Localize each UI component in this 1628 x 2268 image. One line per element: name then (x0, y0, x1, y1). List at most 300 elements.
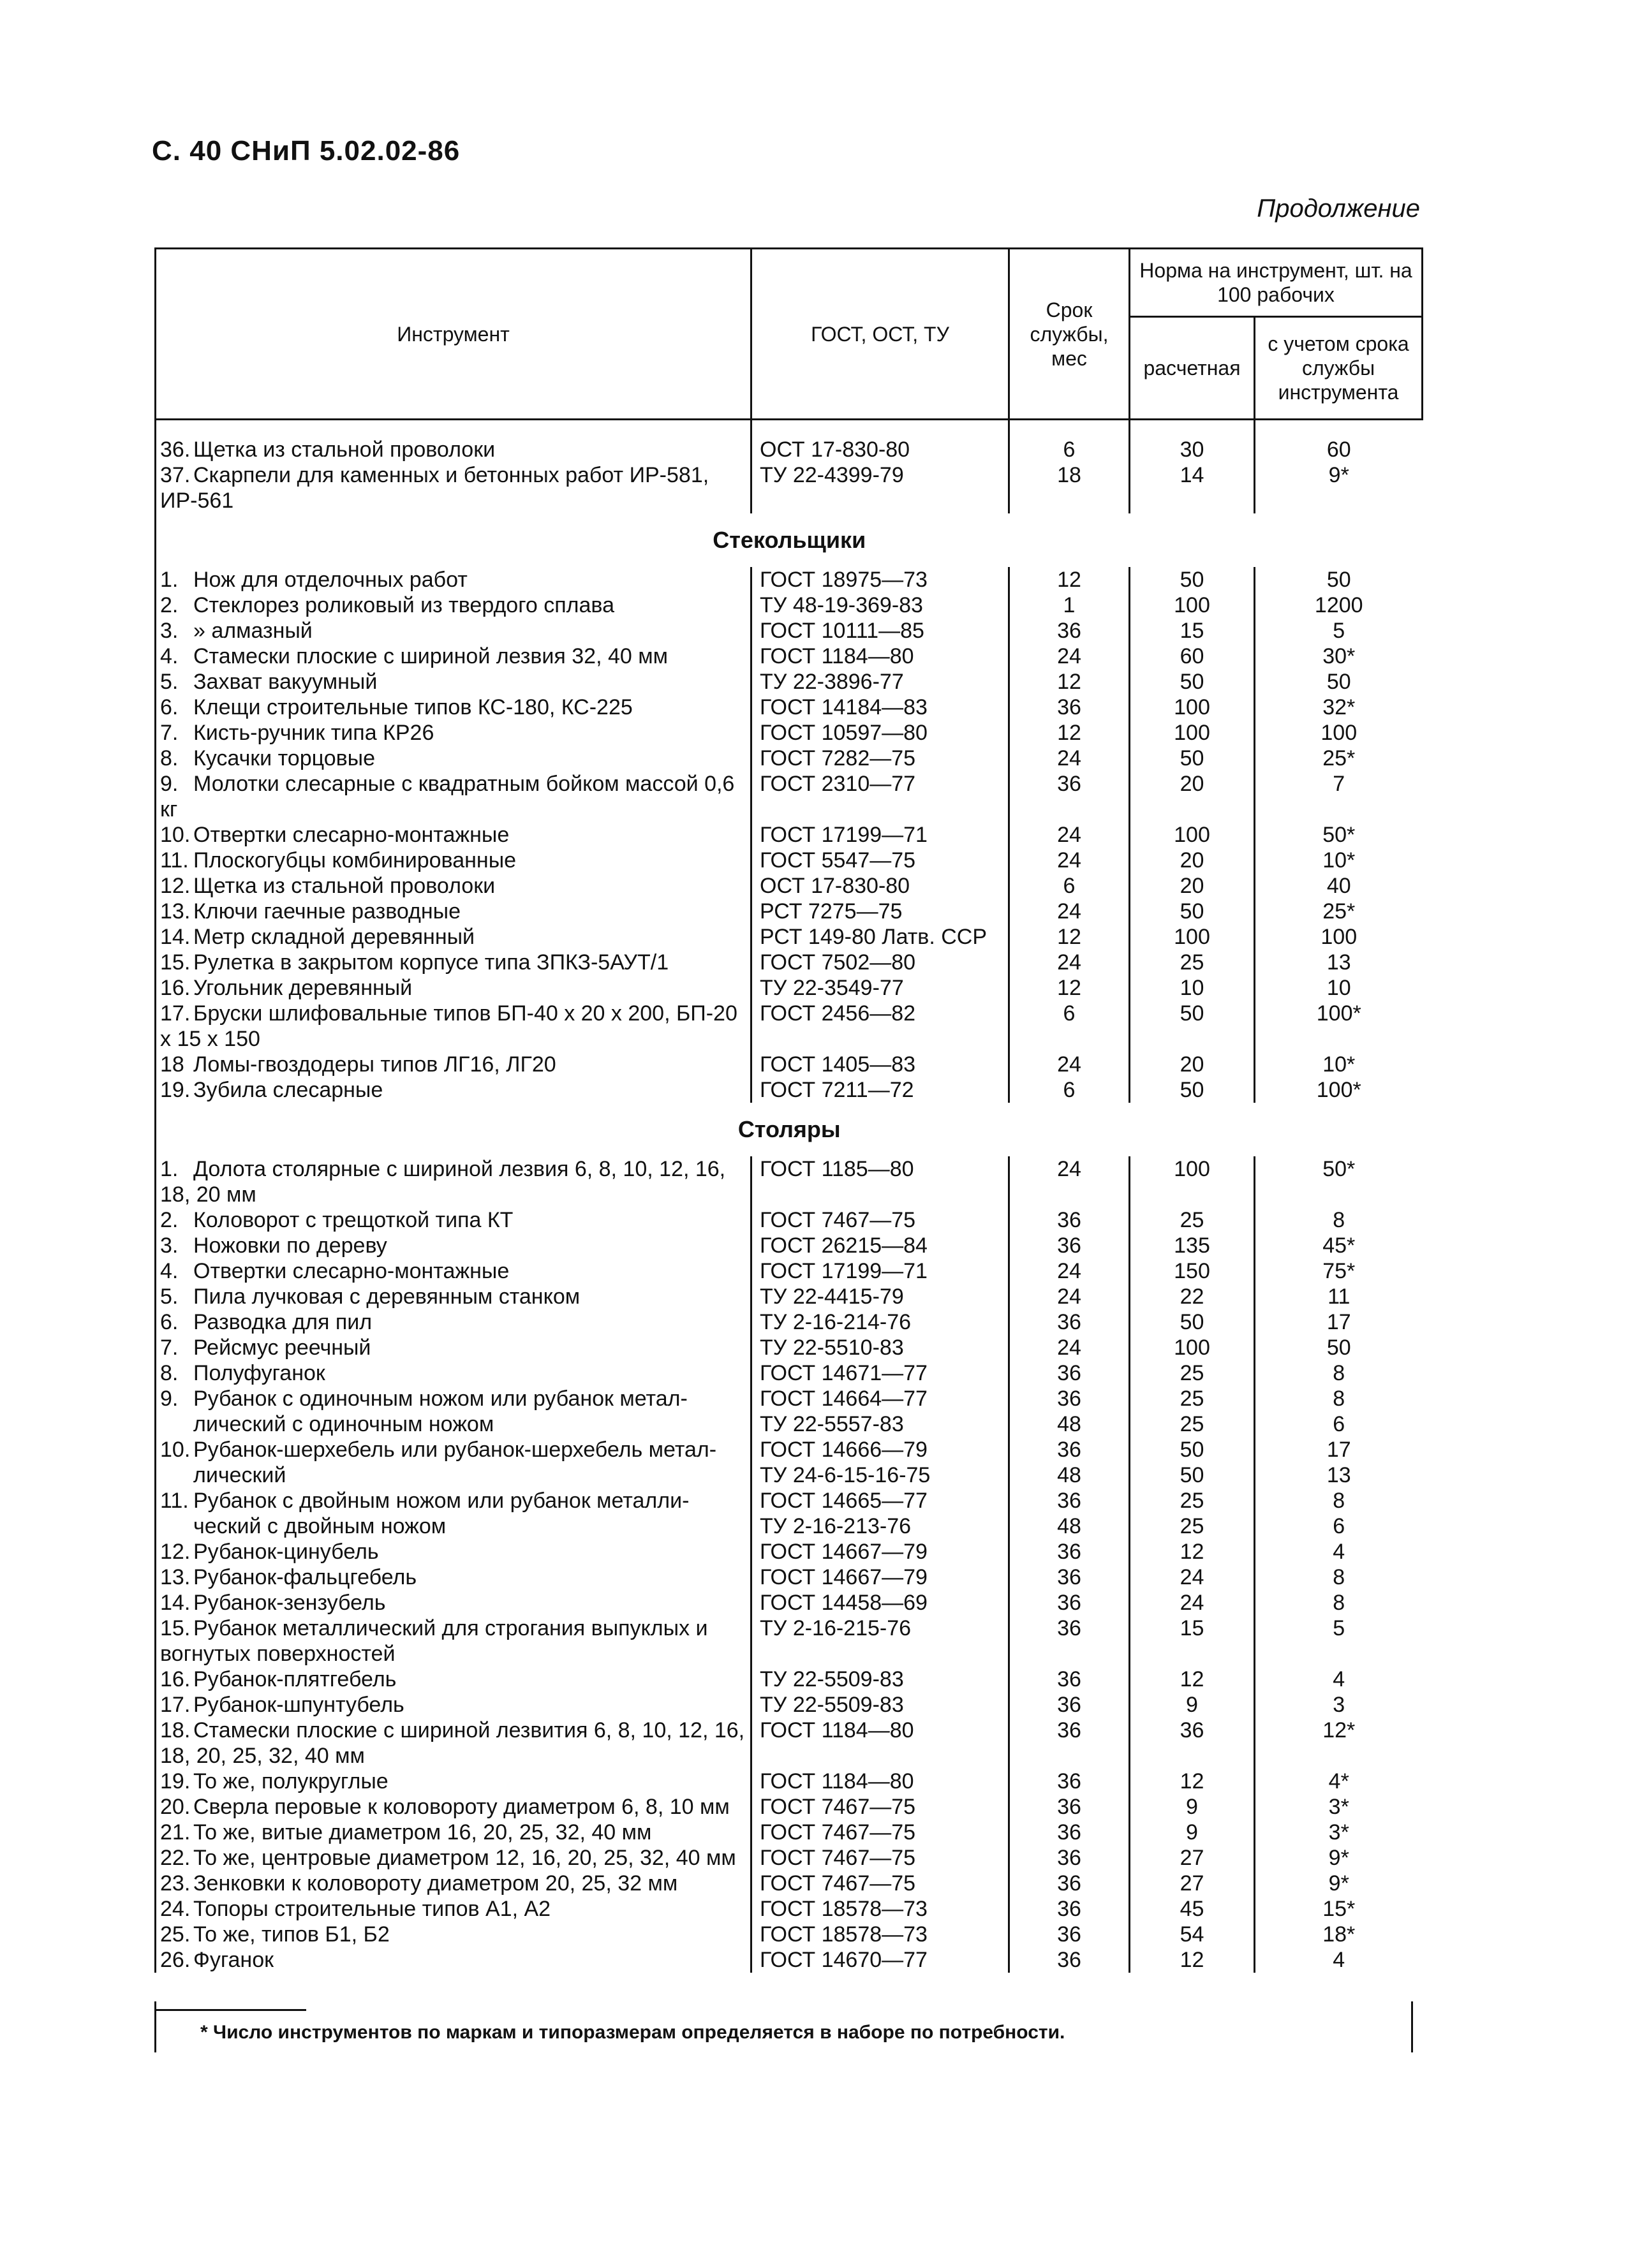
item-name: Фуганок (193, 1948, 274, 1972)
header-gost: ГОСТ, ОСТ, ТУ (751, 249, 1009, 420)
adjusted-norm-cell: 30* (1255, 644, 1423, 669)
table-row (156, 720, 1423, 746)
item-number: 26. (160, 1948, 191, 1972)
table-row (156, 1462, 1423, 1488)
adjusted-norm-cell: 9* (1255, 1845, 1423, 1871)
calculated-norm-cell: 24 (1130, 1565, 1255, 1590)
gost-cell: ГОСТ 7467—75 (751, 1794, 1009, 1820)
adjusted-norm-cell: 17 (1255, 1437, 1423, 1462)
gost-cell: ТУ 2-16-214-76 (751, 1309, 1009, 1335)
instrument-cell (156, 1207, 751, 1233)
calculated-norm-cell: 30 (1130, 437, 1255, 462)
instrument-cell (156, 1001, 751, 1052)
calculated-norm-cell: 12 (1130, 1667, 1255, 1692)
item-number: 1. (160, 1157, 179, 1181)
item-number: 21. (160, 1820, 191, 1845)
table-row (156, 1411, 1423, 1437)
gost-cell: ГОСТ 17199—71 (751, 1258, 1009, 1284)
instrument-cell (156, 1156, 751, 1207)
gost-cell: ТУ 22-4399-79 (751, 462, 1009, 513)
footnote: * Число инструментов по маркам и типоразмерам определяется в наборе по потребности. (200, 2022, 1065, 2043)
instrument-cell (156, 1258, 751, 1284)
adjusted-norm-cell: 100 (1255, 720, 1423, 746)
table-row (156, 1794, 1423, 1820)
instrument-cell (156, 462, 751, 513)
table-row (156, 1437, 1423, 1462)
item-number: 18 (160, 1052, 184, 1077)
gost-cell: ГОСТ 1184—80 (751, 644, 1009, 669)
item-number: 22. (160, 1846, 191, 1870)
table-row (156, 1896, 1423, 1922)
instrument-cell (156, 1590, 751, 1616)
item-number: 19. (160, 1769, 191, 1793)
item-name: Ключи гаечные разводные (193, 899, 461, 924)
table-right-edge (1411, 2001, 1413, 2052)
table-row (156, 644, 1423, 669)
gost-cell: ТУ 24-6-15-16-75 (751, 1462, 1009, 1488)
table-row (156, 593, 1423, 618)
service-life-cell: 24 (1009, 822, 1130, 848)
item-name: Рубанок-плятгебель (193, 1667, 397, 1691)
gost-cell: ГОСТ 14667—79 (751, 1565, 1009, 1590)
service-life-cell: 36 (1009, 695, 1130, 720)
header-service-life: Срок службы, мес (1009, 249, 1130, 420)
item-number: 16. (160, 976, 191, 1000)
item-number: 15. (160, 1616, 191, 1640)
item-name: Сверла перовые к коловороту диаметром 6, 8, 10 мм (193, 1795, 730, 1819)
adjusted-norm-cell: 3* (1255, 1820, 1423, 1845)
calculated-norm-cell: 12 (1130, 1769, 1255, 1794)
item-number: 10. (160, 1438, 191, 1462)
item-number: 14. (160, 925, 191, 949)
service-life-cell: 48 (1009, 1513, 1130, 1539)
instrument-cell (156, 437, 751, 462)
instrument-cell (156, 1335, 751, 1360)
table-row (156, 1692, 1423, 1718)
adjusted-norm-cell: 11 (1255, 1284, 1423, 1309)
continuation-label: Продолжение (1257, 195, 1420, 223)
adjusted-norm-cell: 10* (1255, 848, 1423, 873)
service-life-cell: 24 (1009, 746, 1130, 771)
item-number: 3. (160, 1233, 179, 1258)
service-life-cell: 36 (1009, 1539, 1130, 1565)
item-number: 16. (160, 1667, 191, 1691)
gost-cell: ГОСТ 1405—83 (751, 1052, 1009, 1077)
gost-cell: ГОСТ 7502—80 (751, 950, 1009, 975)
calculated-norm-cell: 15 (1130, 618, 1255, 644)
gost-cell: ГОСТ 14667—79 (751, 1539, 1009, 1565)
item-number: 24. (160, 1897, 191, 1921)
calculated-norm-cell: 100 (1130, 695, 1255, 720)
item-number: 5. (160, 670, 179, 694)
calculated-norm-cell: 50 (1130, 1437, 1255, 1462)
service-life-cell: 6 (1009, 437, 1130, 462)
item-name: Рубанок с одиночным ножом или рубанок метал- (193, 1387, 688, 1411)
service-life-cell: 12 (1009, 720, 1130, 746)
item-name: Метр складной деревянный (193, 925, 475, 949)
adjusted-norm-cell: 60 (1255, 437, 1423, 462)
instrument-cell (156, 1284, 751, 1309)
calculated-norm-cell: 100 (1130, 720, 1255, 746)
service-life-cell: 36 (1009, 1820, 1130, 1845)
instrument-cell (156, 771, 751, 822)
instrument-cell (156, 1616, 751, 1667)
gost-cell: ТУ 22-5557-83 (751, 1411, 1009, 1437)
gost-cell: ГОСТ 1185—80 (751, 1156, 1009, 1207)
calculated-norm-cell: 45 (1130, 1896, 1255, 1922)
gost-cell: ТУ 2-16-215-76 (751, 1616, 1009, 1667)
instrument-cell (156, 975, 751, 1001)
item-name: Рубанок-зензубель (193, 1591, 386, 1615)
item-number: 20. (160, 1795, 191, 1819)
instrument-cell (156, 1437, 751, 1462)
table-body (156, 420, 1423, 1973)
item-name: Коловорот с трещоткой типа КТ (193, 1208, 514, 1232)
gost-cell: ГОСТ 14458—69 (751, 1590, 1009, 1616)
service-life-cell: 24 (1009, 1156, 1130, 1207)
item-name: Нож для отделочных работ (193, 568, 468, 592)
gost-cell: ТУ 22-5509-83 (751, 1667, 1009, 1692)
item-name: лический (193, 1463, 286, 1487)
instrument-cell (156, 1718, 751, 1769)
instrument-cell (156, 669, 751, 695)
instrument-cell (156, 644, 751, 669)
adjusted-norm-cell: 5 (1255, 618, 1423, 644)
service-life-cell: 36 (1009, 1845, 1130, 1871)
item-name: Отвертки слесарно-монтажные (193, 1259, 510, 1283)
table-row (156, 1156, 1423, 1207)
gost-cell: ГОСТ 14671—77 (751, 1360, 1009, 1386)
instrument-cell (156, 924, 751, 950)
item-name: Топоры строительные типов А1, А2 (193, 1897, 551, 1921)
item-name: Бруски шлифовальные типов БП-40 х 20 х 200, БП-20 х 15 х 150 (160, 1001, 737, 1051)
gost-cell: ТУ 22-5510-83 (751, 1335, 1009, 1360)
table-row (156, 1360, 1423, 1386)
service-life-cell: 36 (1009, 1437, 1130, 1462)
item-number: 2. (160, 593, 179, 617)
item-name: Скарпели для каменных и бетонных работ ИР-581, ИР-561 (160, 463, 709, 513)
gost-cell: ГОСТ 10597—80 (751, 720, 1009, 746)
item-number: 8. (160, 746, 179, 770)
adjusted-norm-cell: 50* (1255, 822, 1423, 848)
item-name: Рубанок-фальцгебель (193, 1565, 417, 1589)
instrument-cell (156, 1233, 751, 1258)
service-life-cell: 6 (1009, 873, 1130, 899)
item-name: Кисть-ручник типа КР26 (193, 721, 434, 745)
table-row (156, 924, 1423, 950)
gost-cell: ГОСТ 17199—71 (751, 822, 1009, 848)
service-life-cell: 24 (1009, 1258, 1130, 1284)
header-with-life: с учетом срока службы инструмента (1255, 317, 1423, 420)
item-name: То же, полукруглые (193, 1769, 389, 1793)
service-life-cell: 12 (1009, 975, 1130, 1001)
calculated-norm-cell: 25 (1130, 1207, 1255, 1233)
item-number: 7. (160, 721, 179, 745)
instrument-cell (156, 1769, 751, 1794)
service-life-cell: 36 (1009, 771, 1130, 822)
item-number: 12. (160, 874, 191, 898)
service-life-cell: 48 (1009, 1462, 1130, 1488)
instrument-cell (156, 899, 751, 924)
item-number: 13. (160, 899, 191, 924)
table-row (156, 1488, 1423, 1513)
service-life-cell: 36 (1009, 1667, 1130, 1692)
service-life-cell: 6 (1009, 1001, 1130, 1052)
adjusted-norm-cell: 8 (1255, 1590, 1423, 1616)
calculated-norm-cell: 10 (1130, 975, 1255, 1001)
gost-cell: ТУ 22-4415-79 (751, 1284, 1009, 1309)
calculated-norm-cell: 150 (1130, 1258, 1255, 1284)
service-life-cell: 36 (1009, 1718, 1130, 1769)
item-name: Рубанок-шпунтубель (193, 1693, 404, 1717)
calculated-norm-cell: 27 (1130, 1845, 1255, 1871)
service-life-cell: 36 (1009, 1692, 1130, 1718)
adjusted-norm-cell: 32* (1255, 695, 1423, 720)
instrument-cell (156, 848, 751, 873)
item-number: 14. (160, 1591, 191, 1615)
service-life-cell: 12 (1009, 669, 1130, 695)
adjusted-norm-cell: 4 (1255, 1667, 1423, 1692)
instrument-cell (156, 1411, 751, 1437)
calculated-norm-cell: 20 (1130, 1052, 1255, 1077)
service-life-cell: 24 (1009, 950, 1130, 975)
item-name: Клещи строительные типов КС-180, КС-225 (193, 695, 633, 719)
item-number: 1. (160, 568, 179, 592)
table-row (156, 1820, 1423, 1845)
gost-cell: ГОСТ 14670—77 (751, 1947, 1009, 1973)
table-row (156, 899, 1423, 924)
page-header: С. 40 СНиП 5.02.02-86 (152, 135, 461, 166)
calculated-norm-cell: 12 (1130, 1947, 1255, 1973)
item-number: 4. (160, 644, 179, 668)
item-name: Угольник деревянный (193, 976, 413, 1000)
calculated-norm-cell: 50 (1130, 1462, 1255, 1488)
table-row (156, 1001, 1423, 1052)
gost-cell: ГОСТ 7467—75 (751, 1207, 1009, 1233)
service-life-cell: 24 (1009, 1335, 1130, 1360)
item-number: 13. (160, 1565, 191, 1589)
table-row (156, 437, 1423, 462)
item-number: 10. (160, 823, 191, 847)
service-life-cell: 36 (1009, 1871, 1130, 1896)
gost-cell: ГОСТ 7467—75 (751, 1820, 1009, 1845)
instrument-cell (156, 1871, 751, 1896)
service-life-cell: 36 (1009, 1590, 1130, 1616)
item-name: То же, витые диаметром 16, 20, 25, 32, 40 мм (193, 1820, 652, 1845)
gost-cell: РСТ 7275—75 (751, 899, 1009, 924)
section-title: Стекольщики (156, 513, 1423, 567)
calculated-norm-cell: 50 (1130, 567, 1255, 593)
adjusted-norm-cell: 25* (1255, 899, 1423, 924)
item-number: 12. (160, 1540, 191, 1564)
instrument-cell (156, 950, 751, 975)
table-row (156, 1052, 1423, 1077)
adjusted-norm-cell: 4* (1255, 1769, 1423, 1794)
gost-cell: ТУ 22-3896-77 (751, 669, 1009, 695)
service-life-cell: 36 (1009, 1769, 1130, 1794)
item-number: 19. (160, 1078, 191, 1102)
adjusted-norm-cell: 3* (1255, 1794, 1423, 1820)
table-row (156, 848, 1423, 873)
item-name: Рубанок-цинубель (193, 1540, 379, 1564)
adjusted-norm-cell: 13 (1255, 950, 1423, 975)
table-row (156, 618, 1423, 644)
gost-cell: ГОСТ 18578—73 (751, 1896, 1009, 1922)
item-name: Долота столярные с шириной лезвия 6, 8, 10, 12, 16, 18, 20 мм (160, 1157, 726, 1207)
table-row (156, 1309, 1423, 1335)
gost-cell: ГОСТ 5547—75 (751, 848, 1009, 873)
adjusted-norm-cell: 8 (1255, 1488, 1423, 1513)
service-life-cell: 36 (1009, 1360, 1130, 1386)
adjusted-norm-cell: 50 (1255, 669, 1423, 695)
instrument-cell (156, 1539, 751, 1565)
instrument-cell (156, 1896, 751, 1922)
item-name: Стеклорез роликовый из твердого сплава (193, 593, 614, 617)
calculated-norm-cell: 25 (1130, 1386, 1255, 1411)
service-life-cell: 36 (1009, 618, 1130, 644)
item-number: 5. (160, 1285, 179, 1309)
gost-cell: ГОСТ 2310—77 (751, 771, 1009, 822)
adjusted-norm-cell: 25* (1255, 746, 1423, 771)
item-number: 9. (160, 772, 179, 796)
item-name: Разводка для пил (193, 1310, 373, 1334)
table-row (156, 1258, 1423, 1284)
calculated-norm-cell: 50 (1130, 669, 1255, 695)
calculated-norm-cell: 14 (1130, 462, 1255, 513)
item-name: Рубанок-шерхебель или рубанок-шерхебель метал- (193, 1438, 717, 1462)
instrument-cell (156, 822, 751, 848)
gost-cell: ГОСТ 14664—77 (751, 1386, 1009, 1411)
service-life-cell: 36 (1009, 1616, 1130, 1667)
calculated-norm-cell: 36 (1130, 1718, 1255, 1769)
gost-cell: ГОСТ 10111—85 (751, 618, 1009, 644)
adjusted-norm-cell: 8 (1255, 1360, 1423, 1386)
table-row (156, 1590, 1423, 1616)
adjusted-norm-cell: 100* (1255, 1077, 1423, 1103)
instrument-cell (156, 593, 751, 618)
table-row (156, 1335, 1423, 1360)
instrument-norms-table (154, 247, 1423, 1973)
item-name: Щетка из стальной проволоки (193, 874, 496, 898)
gost-cell: ГОСТ 7467—75 (751, 1871, 1009, 1896)
instrument-cell (156, 567, 751, 593)
adjusted-norm-cell: 100 (1255, 924, 1423, 950)
item-name: Стамески плоские с шириной лезвия 32, 40 мм (193, 644, 668, 668)
gost-cell: ГОСТ 1184—80 (751, 1769, 1009, 1794)
instrument-cell (156, 1845, 751, 1871)
item-number: 7. (160, 1336, 179, 1360)
table-row (156, 975, 1423, 1001)
calculated-norm-cell: 9 (1130, 1794, 1255, 1820)
adjusted-norm-cell: 4 (1255, 1947, 1423, 1973)
calculated-norm-cell: 54 (1130, 1922, 1255, 1947)
service-life-cell: 6 (1009, 1077, 1130, 1103)
instrument-cell (156, 1052, 751, 1077)
service-life-cell: 36 (1009, 1233, 1130, 1258)
table-row (156, 1947, 1423, 1973)
section-row (156, 1103, 1423, 1156)
item-name: Рулетка в закрытом корпусе типа ЗПКЗ-5АУТ/1 (193, 950, 669, 975)
gost-cell: ГОСТ 18578—73 (751, 1922, 1009, 1947)
header-calculated: расчетная (1130, 317, 1255, 420)
item-name: Захват вакуумный (193, 670, 378, 694)
calculated-norm-cell: 50 (1130, 1001, 1255, 1052)
item-number: 6. (160, 1310, 179, 1334)
calculated-norm-cell: 25 (1130, 950, 1255, 975)
instrument-cell (156, 1386, 751, 1411)
instrument-cell (156, 1462, 751, 1488)
service-life-cell: 24 (1009, 899, 1130, 924)
service-life-cell: 48 (1009, 1411, 1130, 1437)
instrument-cell (156, 1947, 751, 1973)
item-name: Кусачки торцовые (193, 746, 376, 770)
item-name: Зубила слесарные (193, 1078, 383, 1102)
adjusted-norm-cell: 50 (1255, 567, 1423, 593)
adjusted-norm-cell: 9* (1255, 1871, 1423, 1896)
instrument-cell (156, 1488, 751, 1513)
item-name: Стамески плоские с шириной лезвития 6, 8, 10, 12, 16, 18, 20, 25, 32, 40 мм (160, 1718, 745, 1768)
table-row (156, 1565, 1423, 1590)
calculated-norm-cell: 25 (1130, 1513, 1255, 1539)
calculated-norm-cell: 12 (1130, 1539, 1255, 1565)
gost-cell: ОСТ 17-830-80 (751, 873, 1009, 899)
service-life-cell: 24 (1009, 848, 1130, 873)
adjusted-norm-cell: 50 (1255, 1335, 1423, 1360)
gost-cell: ГОСТ 14666—79 (751, 1437, 1009, 1462)
table-row (156, 669, 1423, 695)
service-life-cell: 24 (1009, 644, 1130, 669)
item-name: Щетка из стальной проволоки (193, 438, 496, 462)
item-number: 17. (160, 1001, 191, 1026)
table-row (156, 1386, 1423, 1411)
service-life-cell: 12 (1009, 567, 1130, 593)
instrument-cell (156, 1565, 751, 1590)
instrument-cell (156, 1820, 751, 1845)
calculated-norm-cell: 22 (1130, 1284, 1255, 1309)
item-name: То же, типов Б1, Б2 (193, 1922, 390, 1947)
calculated-norm-cell: 100 (1130, 593, 1255, 618)
table-row (156, 567, 1423, 593)
gost-cell: ТУ 22-5509-83 (751, 1692, 1009, 1718)
item-name: лический с одиночным ножом (193, 1412, 494, 1436)
item-name: Отвертки слесарно-монтажные (193, 823, 510, 847)
item-name: » алмазный (193, 619, 313, 643)
section-title: Столяры (156, 1103, 1423, 1156)
calculated-norm-cell: 9 (1130, 1692, 1255, 1718)
item-number: 11. (160, 1489, 189, 1513)
calculated-norm-cell: 60 (1130, 644, 1255, 669)
table-row (156, 1769, 1423, 1794)
service-life-cell: 1 (1009, 593, 1130, 618)
calculated-norm-cell: 100 (1130, 822, 1255, 848)
instrument-cell (156, 1794, 751, 1820)
table-row (156, 1922, 1423, 1947)
item-number: 36. (160, 438, 191, 462)
gost-cell: ГОСТ 14184—83 (751, 695, 1009, 720)
calculated-norm-cell: 50 (1130, 1077, 1255, 1103)
item-name: То же, центровые диаметром 12, 16, 20, 25, 32, 40 мм (193, 1846, 736, 1870)
item-name: Пила лучковая с деревянным станком (193, 1285, 581, 1309)
gost-cell: ГОСТ 1184—80 (751, 1718, 1009, 1769)
adjusted-norm-cell: 9* (1255, 462, 1423, 513)
service-life-cell: 36 (1009, 1488, 1130, 1513)
table-row (156, 771, 1423, 822)
item-number: 3. (160, 619, 179, 643)
instrument-cell (156, 1692, 751, 1718)
instrument-cell (156, 1667, 751, 1692)
gost-cell: ГОСТ 7282—75 (751, 746, 1009, 771)
item-name: Ломы-гвоздодеры типов ЛГ16, ЛГ20 (193, 1052, 556, 1077)
